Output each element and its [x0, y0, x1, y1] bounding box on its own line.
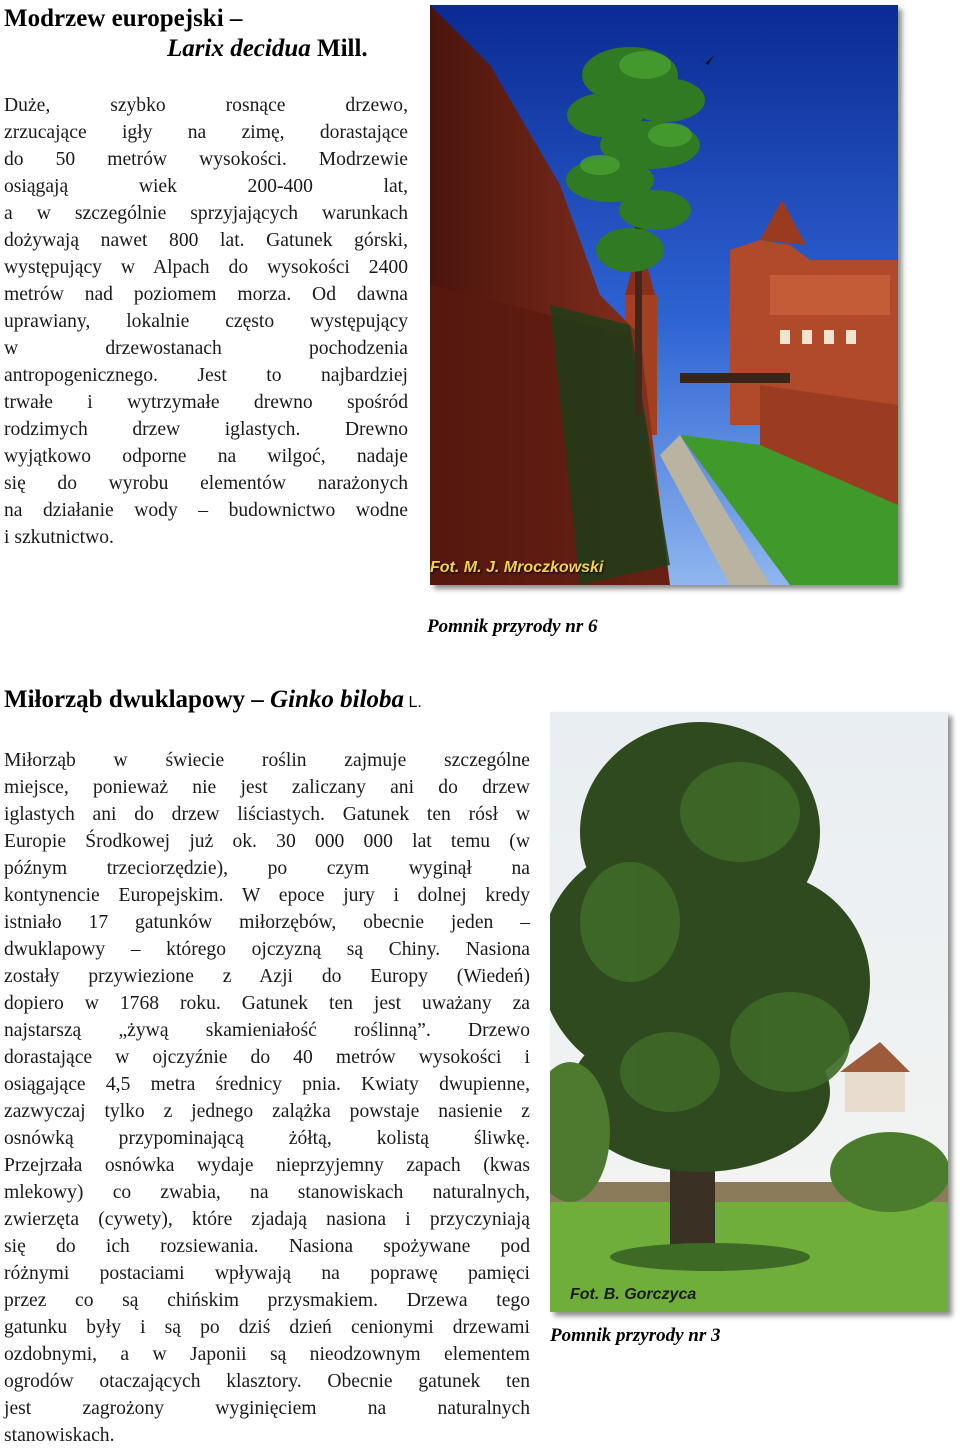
ginkgo-tree-illustration — [550, 712, 948, 1312]
paragraph-line: Miłorząb w świecie roślin zajmuje szczególne — [4, 750, 530, 771]
ginkgo-tree-photo — [550, 712, 948, 1312]
paragraph-line: w drzewostanach pochodzenia — [4, 338, 408, 359]
paragraph-line: uprawiany, lokalnie często występujący — [4, 311, 408, 332]
paragraph-line: zostały przywiezione z Azji do Europy (Wiedeń) — [4, 966, 530, 987]
larch-description — [4, 92, 408, 551]
paragraph-line: na działanie wody – budownictwo wodne — [4, 500, 408, 521]
paragraph-line: wyjątkowo odporne na wilgoć, nadaje — [4, 446, 408, 467]
larch-title-line1: Modrzew europejski – — [4, 5, 243, 32]
paragraph-line: miejsce, ponieważ nie jest zaliczany ani do drzew — [4, 777, 530, 798]
larch-caption: Pomnik przyrody nr 6 — [427, 616, 598, 637]
paragraph-line: dorastające w ojczyźnie do 40 metrów wysokości i — [4, 1047, 530, 1068]
paragraph-line: i szkutnictwo. — [4, 527, 114, 548]
paragraph-line: trwałe i wytrzymałe drewno spośród — [4, 392, 408, 413]
paragraph-line: się do ich rozsiewania. Nasiona spożywane pod — [4, 1236, 530, 1257]
larch-title-line2 — [4, 34, 368, 64]
paragraph-line: zrzucające igły na zimę, dorastające — [4, 122, 408, 143]
paragraph-line: różnymi postaciami wpływają na poprawę pamięci — [4, 1263, 530, 1284]
paragraph-line: osnówką przypominającą żółtą, kolistą śliwkę. — [4, 1128, 530, 1149]
ginkgo-caption: Pomnik przyrody nr 3 — [550, 1325, 721, 1346]
paragraph-line: się do wyrobu elementów narażonych — [4, 473, 408, 494]
paragraph-line: Europie Środkowej już ok. 30 000 000 lat temu (w — [4, 831, 530, 852]
paragraph-line: jest zagrożony wyginięciem na naturalnych — [4, 1398, 530, 1419]
paragraph-line: Duże, szybko rosnące drzewo, — [4, 95, 408, 116]
paragraph-line: rodzimych drzew iglastych. Drewno — [4, 419, 408, 440]
larch-author: Mill. — [310, 35, 368, 62]
paragraph-line: gatunku były i są po dziś dzień cenionymi drzewami — [4, 1317, 530, 1338]
paragraph-line: osiągają wiek 200-400 lat, — [4, 176, 408, 197]
paragraph-line: dwuklapowy – którego ojczyzną są Chiny. Nasiona — [4, 939, 530, 960]
ginkgo-latin-name: Ginko biloba — [270, 686, 405, 713]
paragraph-line: a w szczególnie sprzyjających warunkach — [4, 203, 408, 224]
larch-photo-credit: Fot. M. J. Mroczkowski — [430, 559, 604, 576]
paragraph-line: mlekowy) co zwabia, na stanowiskach naturalnych, — [4, 1182, 530, 1203]
ginkgo-author: L. — [404, 694, 422, 711]
larch-latin-name: Larix decidua — [167, 35, 311, 62]
ginkgo-photo-credit: Fot. B. Gorczyca — [570, 1286, 697, 1303]
paragraph-line: zazwyczaj tylko z jednego zalążka powstaje nasienie z — [4, 1101, 530, 1122]
paragraph-line: dożywają nawet 800 lat. Gatunek górski, — [4, 230, 408, 251]
larch-title — [4, 4, 368, 64]
paragraph-line: ogrodów otaczających klasztory. Obecnie gatunek ten — [4, 1371, 530, 1392]
ginkgo-polish-name: Miłorząb dwuklapowy – — [4, 686, 271, 713]
paragraph-line: antropogenicznego. Jest to najbardziej — [4, 365, 408, 386]
paragraph-line: późnym trzeciorzędzie), po czym wyginął na — [4, 858, 530, 879]
paragraph-line: istniało 17 gatunków miłorzębów, obecnie jeden – — [4, 912, 530, 933]
paragraph-line: występujący w Alpach do wysokości 2400 — [4, 257, 408, 278]
paragraph-line: dopiero w 1768 roku. Gatunek ten jest uważany za — [4, 993, 530, 1014]
paragraph-line: najstarszą „żywą skamieniałość roślinną”. Drzewo — [4, 1020, 530, 1041]
paragraph-line: stanowiskach. — [4, 1425, 115, 1446]
paragraph-line: iglastych ani do drzew liściastych. Gatunek ten rósł w — [4, 804, 530, 825]
paragraph-line: osiągające 4,5 metra średnicy pnia. Kwiaty dwupienne, — [4, 1074, 530, 1095]
paragraph-line: ozdobnymi, a w Japonii są nieodzownym elementem — [4, 1344, 530, 1365]
paragraph-line: zwierzęta (cywety), które zjadają nasiona i przyczyniają — [4, 1209, 530, 1230]
paragraph-line: przez co są chińskim przysmakiem. Drzewa tego — [4, 1290, 530, 1311]
ginkgo-description — [4, 747, 530, 1449]
paragraph-line: metrów nad poziomem morza. Od dawna — [4, 284, 408, 305]
ginkgo-title — [4, 684, 422, 719]
paragraph-line: do 50 metrów wysokości. Modrzewie — [4, 149, 408, 170]
larch-castle-illustration — [430, 5, 898, 585]
paragraph-line: Przejrzała osnówka wydaje nieprzyjemny zapach (kwas — [4, 1155, 530, 1176]
paragraph-line: kontynencie Europejskim. W epoce jury i dolnej kredy — [4, 885, 530, 906]
larch-castle-photo — [430, 5, 898, 585]
